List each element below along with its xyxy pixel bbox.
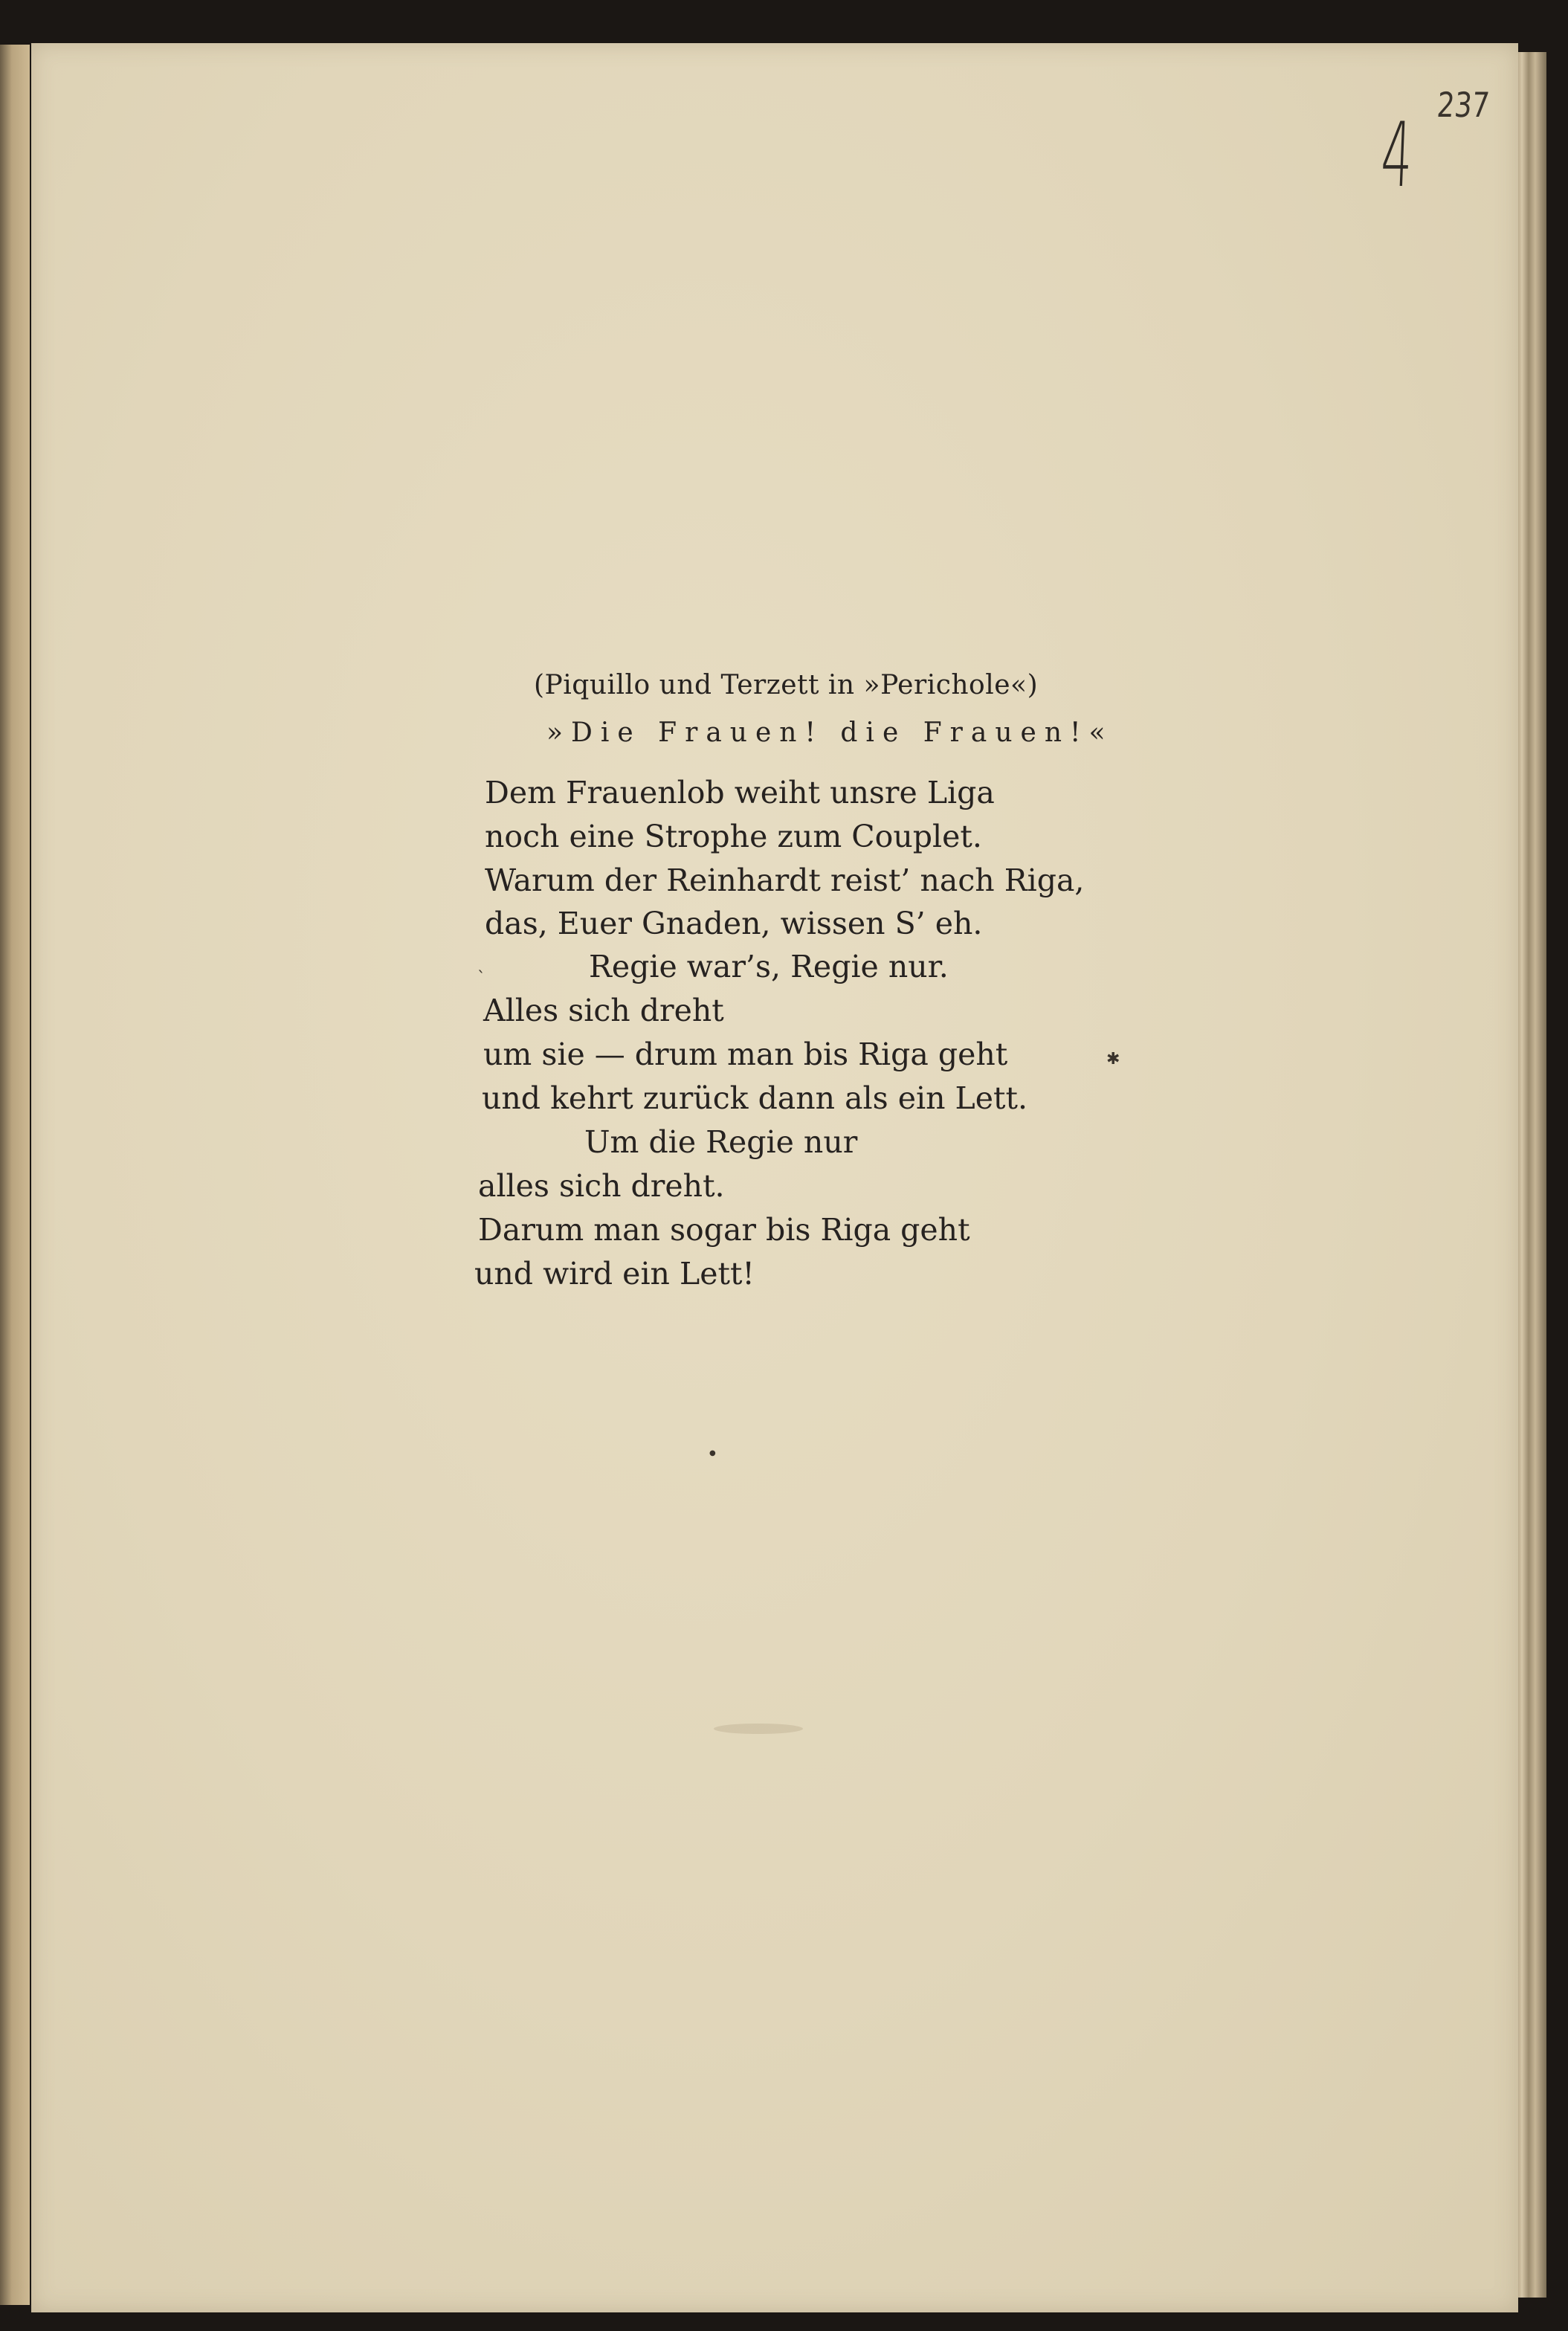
verse-line: und wird ein Lett! <box>474 1256 755 1292</box>
verse-line: Warum der Reinhardt reist’ nach Riga, <box>485 863 1085 898</box>
verse-line: Regie war’s, Regie nur. <box>589 949 949 984</box>
ink-speck: ● <box>709 1449 716 1457</box>
handwritten-catalog-number: 237 <box>1435 85 1491 125</box>
poem-heading-title: »Die Frauen! die Frauen!« <box>546 718 1114 748</box>
verse-line: und kehrt zurück dann als ein Lett. <box>482 1080 1028 1116</box>
verse-line: noch eine Strophe zum Couplet. <box>485 819 982 854</box>
paper-smudge <box>714 1724 803 1734</box>
verse-line: Dem Frauenlob weiht unsre Liga <box>485 775 995 810</box>
verse-line: Um die Regie nur <box>584 1124 858 1160</box>
ink-speck: ˎ <box>477 955 485 973</box>
poem-heading-source: (Piquillo und Terzett in »Perichole«) <box>534 670 1039 700</box>
verse-line: Darum man sogar bis Riga geht <box>478 1212 970 1248</box>
ink-speck: ✱ <box>1106 1050 1120 1068</box>
verse-line: das, Euer Gnaden, wissen S’ eh. <box>485 906 983 941</box>
verse-line: um sie — drum man bis Riga geht <box>483 1036 1008 1072</box>
verse-line: alles sich dreht. <box>478 1168 725 1204</box>
verse-line: Alles sich dreht <box>483 993 724 1028</box>
handwritten-folio-number: 4 <box>1379 104 1415 207</box>
